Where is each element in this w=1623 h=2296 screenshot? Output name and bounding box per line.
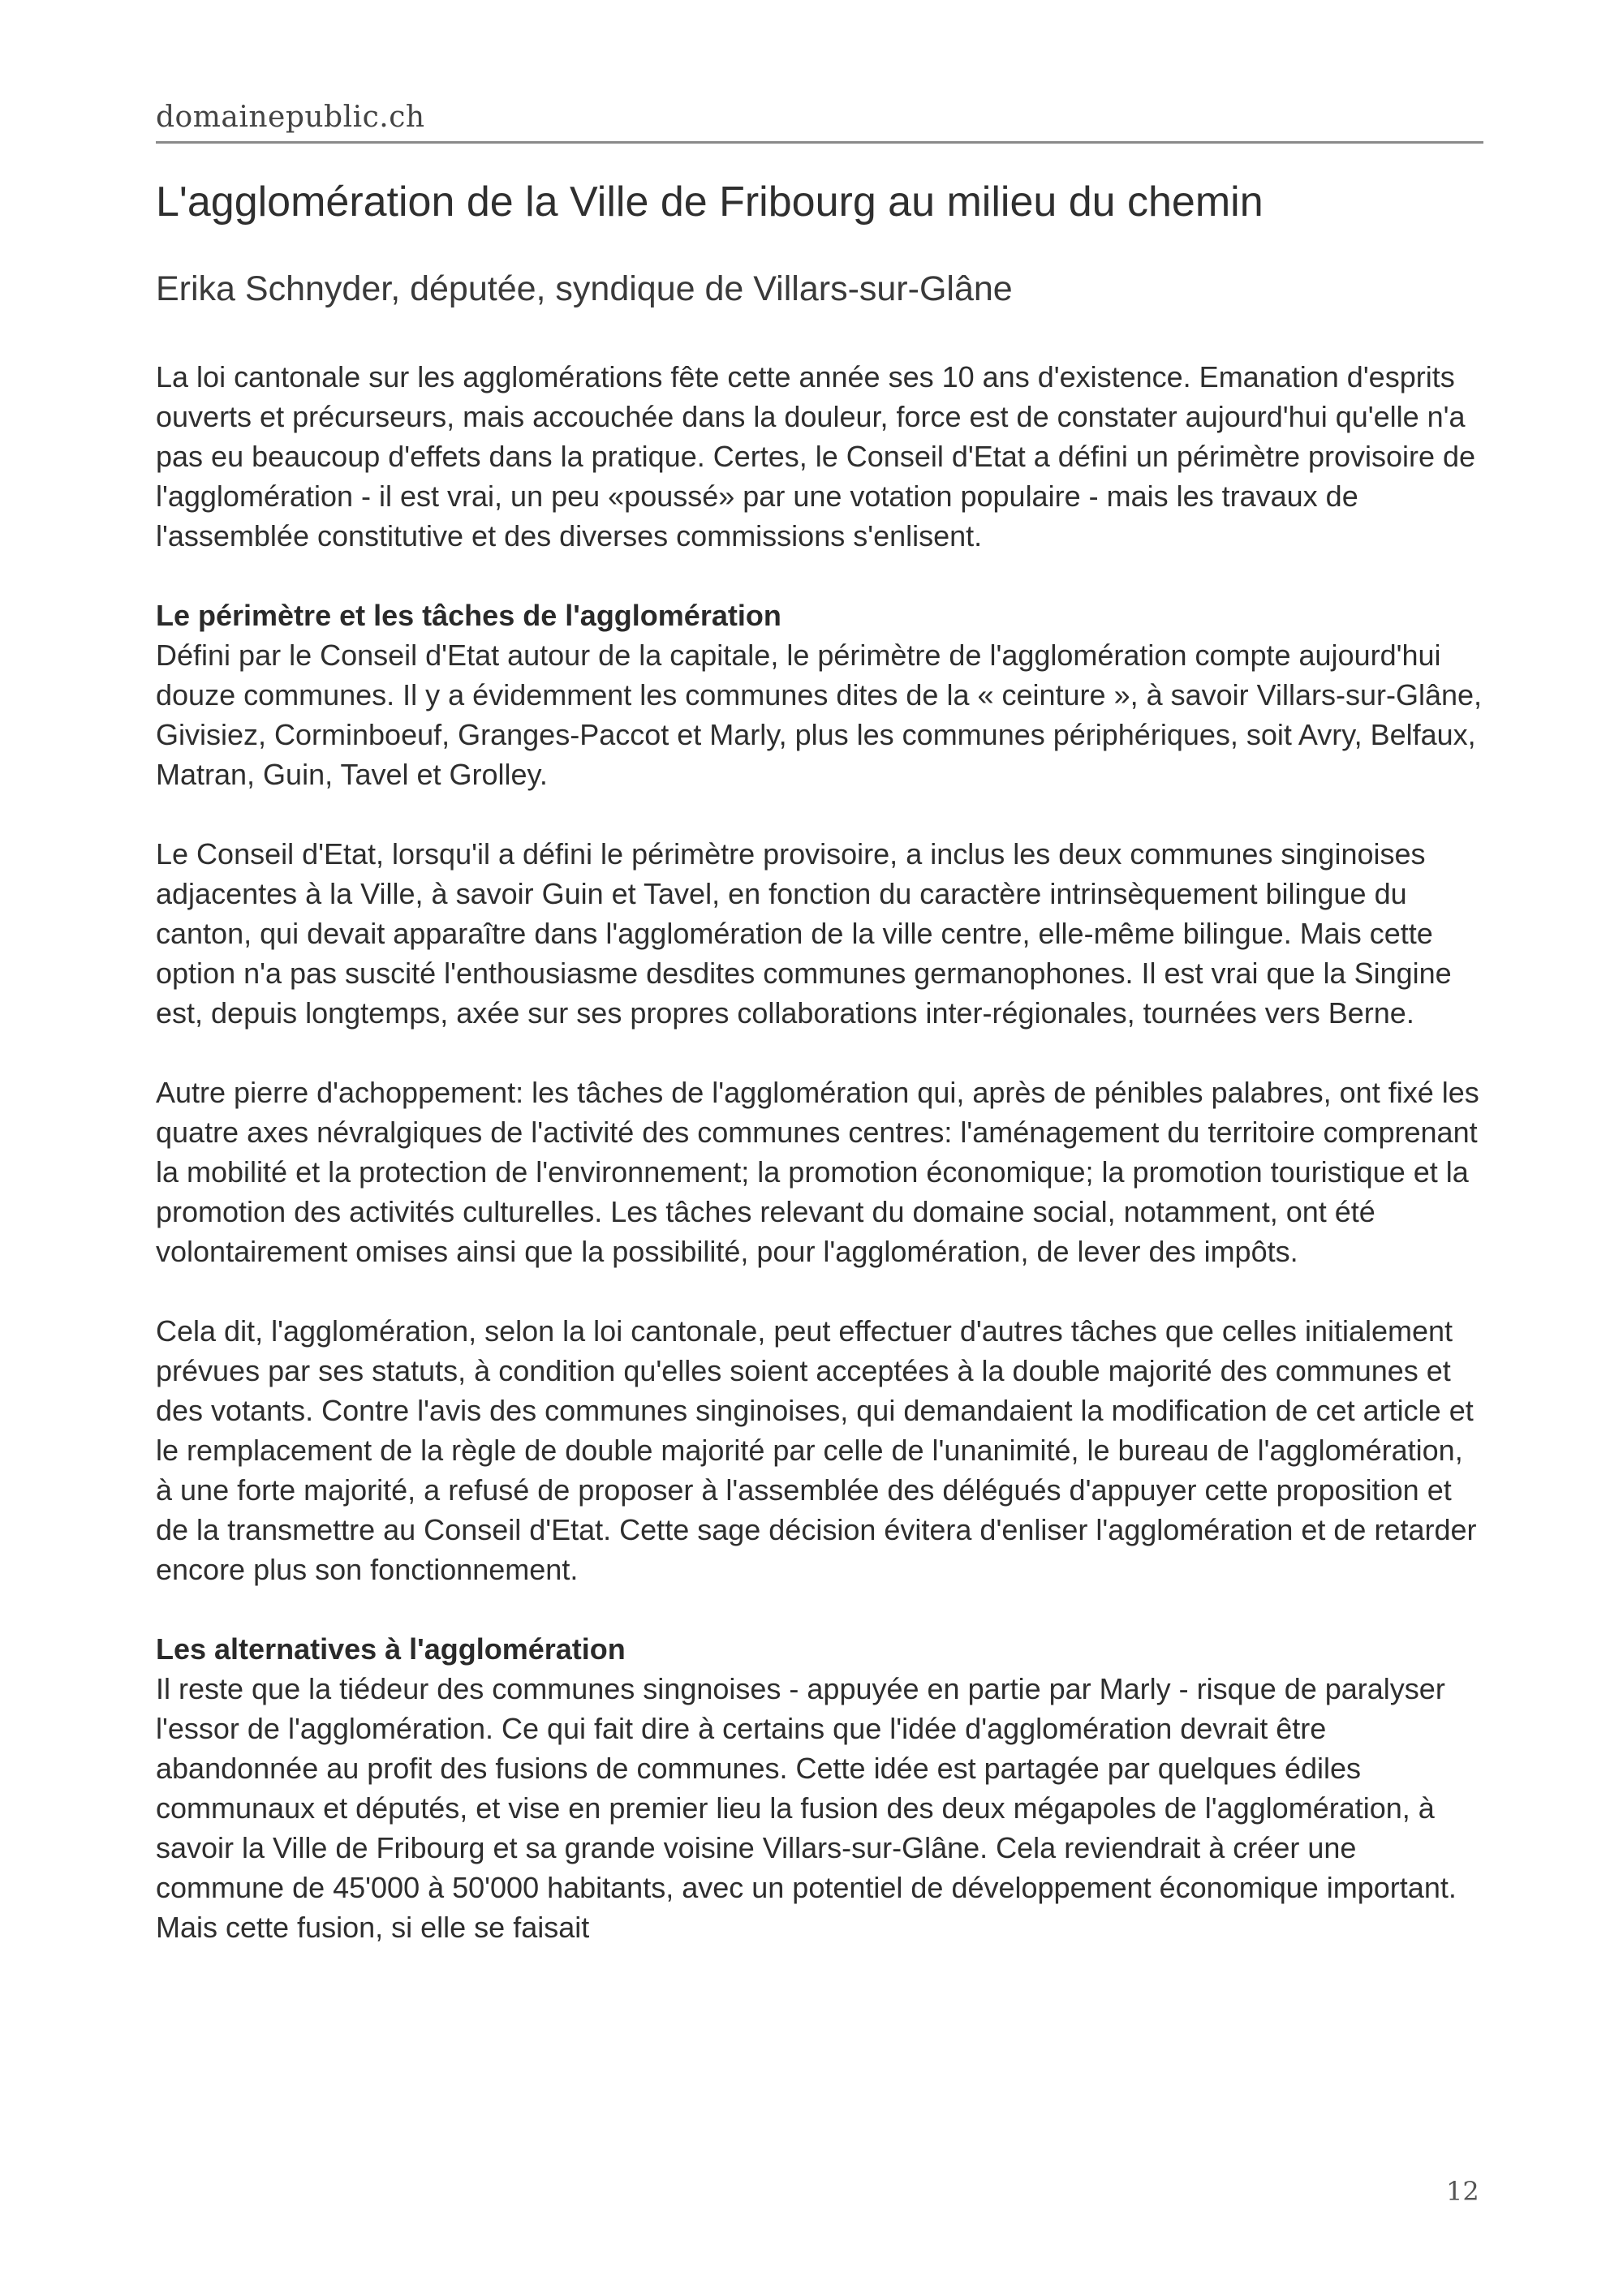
intro-paragraph: La loi cantonale sur les agglomérations fête cette année ses 10 ans d'existence. Emanation d'esprits ouverts et précurseurs, mais accouchée dans la douleur, force est de constater aujourd'hui qu'elle n'a pas eu beaucoup d'effets dans la pratique. Certes, le Conseil d'Etat a défini un périmètre provisoire de l'agglomération - il est vrai, un peu «poussé» par une votation populaire - mais les travaux de l'assemblée constitutive et des diverses commissions s'enlisent. xyxy=(156,360,1476,553)
section-heading-alternatives: Les alternatives à l'agglomération xyxy=(156,1632,626,1666)
article-author: Erika Schnyder, députée, syndique de Villars-sur-Glâne xyxy=(156,269,1013,308)
article-title: L'agglomération de la Ville de Fribourg au milieu du chemin xyxy=(156,178,1264,226)
section-heading-perimetre: Le périmètre et les tâches de l'agglomération xyxy=(156,599,781,632)
paragraph: Il reste que la tiédeur des communes singnoises - appuyée en partie par Marly - risque de paralyser l'essor de l'agglomération. Ce qui fait dire à certains que l'idée d'agglomération devrait être abandonnée au profit des fusions de communes. Cette idée est partagée par quelques édiles communaux et députés, et vise en premier lieu la fusion des deux mégapoles de l'agglomération, à savoir la Ville de Fribourg et sa grande voisine Villars-sur-Glâne. Cela reviendrait à créer une commune de 45'000 à 50'000 habitants, avec un potentiel de développement économique important. Mais cette fusion, si elle se faisait xyxy=(156,1672,1457,1944)
paragraph: Défini par le Conseil d'Etat autour de la capitale, le périmètre de l'agglomération compte aujourd'hui douze communes. Il y a évidemment les communes dites de la « ceinture », à savoir Villars-sur-Glâne, Givisiez, Corminboeuf, Granges-Paccot et Marly, plus les communes périphériques, soit Avry, Belfaux, Matran, Guin, Tavel et Grolley. xyxy=(156,638,1483,791)
page-header xyxy=(156,96,1483,144)
site-name: domainepublic.ch xyxy=(156,101,425,134)
paragraph: Cela dit, l'agglomération, selon la loi cantonale, peut effectuer d'autres tâches que celles initialement prévues par ses statuts, à condition qu'elles soient acceptées à la double majorité des communes et des votants. Contre l'avis des communes singinoises, qui demandaient la modification de cet article et le remplacement de la règle de double majorité par celle de l'unanimité, le bureau de l'agglomération, à une forte majorité, a refusé de proposer à l'assemblée des délégués d'appuyer cette proposition et de la transmettre au Conseil d'Etat. Cette sage décision évitera d'enliser l'agglomération et de retarder encore plus son fonctionnement. xyxy=(156,1314,1477,1586)
paragraph: Autre pierre d'achoppement: les tâches de l'agglomération qui, après de pénibles palabres, ont fixé les quatre axes névralgiques de l'activité des communes centres: l'aménagement du territoire comprenant la mobilité et la protection de l'environnement; la promotion économique; la promotion touristique et la promotion des activités culturelles. Les tâches relevant du domaine social, notamment, ont été volontairement omises ainsi que la possibilité, pour l'agglomération, de lever des impôts. xyxy=(156,1076,1479,1268)
paragraph: Le Conseil d'Etat, lorsqu'il a défini le périmètre provisoire, a inclus les deux communes singinoises adjacentes à la Ville, à savoir Guin et Tavel, en fonction du caractère intrinsèquement bilingue du canton, qui devait apparaître dans l'agglomération de la ville centre, elle-même bilingue. Mais cette option n'a pas suscité l'enthousiasme desdites communes germanophones. Il est vrai que la Singine est, depuis longtemps, axée sur ses propres collaborations inter-régionales, tournées vers Berne. xyxy=(156,837,1452,1030)
page-number: 12 xyxy=(1446,2176,1479,2207)
article-body xyxy=(156,357,1487,1987)
